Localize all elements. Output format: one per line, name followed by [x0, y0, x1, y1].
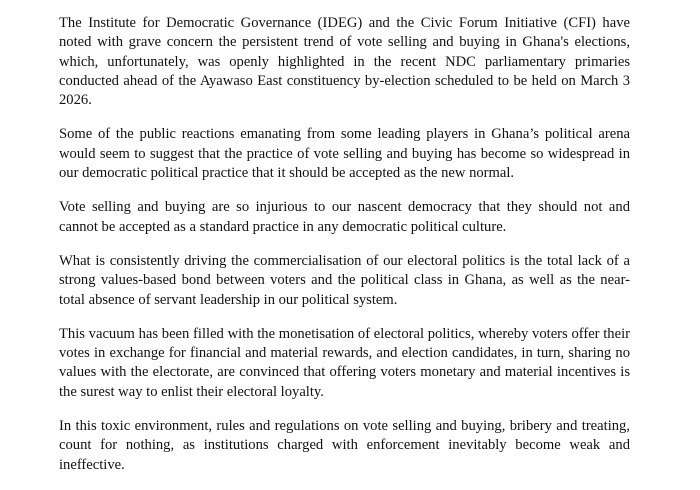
document-body [59, 14, 630, 490]
paragraph-ideg-cfi-concern: The Institute for Democratic Governance (IDEG) and the Civic Forum Initiative (CFI) have noted with grave concern the persistent trend of vote selling and buying in Ghana's elections, which, unfortunately, was openly highlighted in the recent NDC parliamentary primaries conducted ahead of the Ayawaso East constituency by-election scheduled to be held on March 3 2026. [59, 15, 630, 109]
paragraph-public-reactions: Some of the public reactions emanating from some leading players in Ghana’s political arena would seem to suggest that the practice of vote selling and buying has become so widespread in our democratic political practice that it should be accepted as the new normal. [59, 126, 630, 182]
paragraph-commercialisation: What is consistently driving the commercialisation of our electoral politics is the total lack of a strong values-based bond between voters and the political class in Ghana, as well as the near-total absence of servant leadership in our political system. [59, 252, 630, 308]
paragraph-monetisation: This vacuum has been filled with the monetisation of electoral politics, whereby voters offer their votes in exchange for financial and material rewards, and election candidates, in turn, sharing no values with the electorate, are convinced that offering voters monetary and material incentives is the surest way to enlist their electoral loyalty. [59, 325, 630, 400]
paragraph-toxic-environment: In this toxic environment, rules and regulations on vote selling and buying, bribery and treating, count for nothing, as institutions charged with enforcement inevitably become weak and ineffective. [59, 418, 630, 473]
paragraph-injurious-practice: Vote selling and buying are so injurious to our nascent democracy that they should not and cannot be accepted as a standard practice in any democratic political culture. [59, 199, 630, 235]
